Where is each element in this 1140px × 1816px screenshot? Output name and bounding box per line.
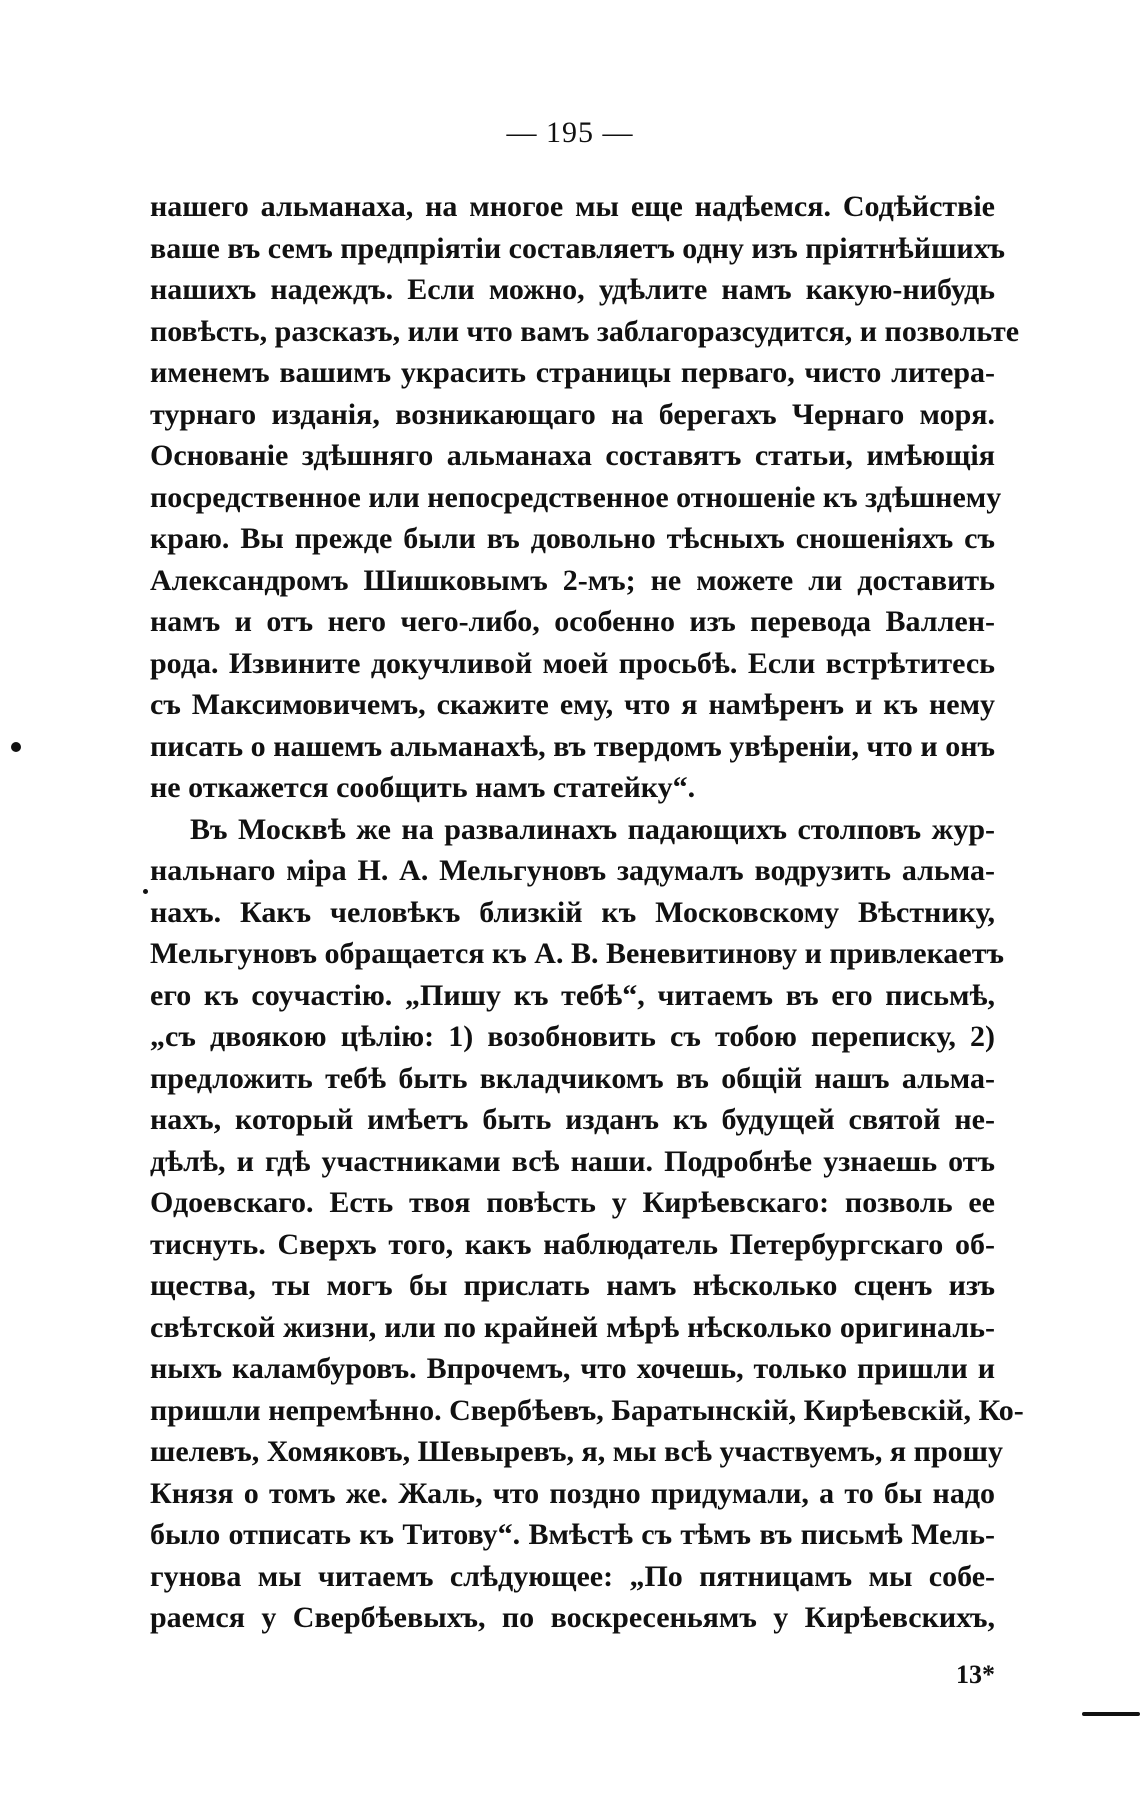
- body-text: [150, 186, 1024, 1639]
- text-line: гунова мы читаемъ слѣдующее: „По пятницамъ мы собе-: [150, 1559, 995, 1593]
- text-line: нашего альманаха, на многое мы еще надѣемся. Содѣйствіе: [150, 190, 995, 223]
- text-line: Одоевскаго. Есть твоя повѣсть у Кирѣевскаго: позволь ее: [150, 1186, 995, 1219]
- paragraph-start-line: Въ Москвѣ же на развалинахъ падающихъ столповъ жур-: [190, 812, 995, 846]
- page-number: — 195 —: [506, 116, 634, 149]
- text-line: нальнаго міра Н. А. Мельгуновъ задумалъ водрузить альма-: [150, 854, 995, 887]
- text-line: щества, ты могъ бы прислать намъ нѣсколько сценъ изъ: [150, 1269, 995, 1302]
- text-line: нахъ, который имѣетъ быть изданъ къ будущей святой не-: [150, 1103, 995, 1136]
- text-line: нахъ. Какъ человѣкъ близкій къ Московскому Вѣстнику,: [150, 895, 995, 929]
- text-line: раемся у Свербѣевыхъ, по воскресеньямъ у Кирѣевскихъ,: [150, 1601, 995, 1634]
- text-line: „съ двоякою цѣлію: 1) возобновить съ тобою переписку, 2): [150, 1020, 995, 1053]
- text-line: нашихъ надеждъ. Если можно, удѣлите намъ какую-нибудь: [150, 273, 995, 306]
- text-line: писать о нашемъ альманахѣ, въ твердомъ увѣреніи, что и онъ: [150, 729, 995, 763]
- text-line: рода. Извините докучливой моей просьбѣ. Если встрѣтитесь: [150, 646, 995, 680]
- text-line: Основаніе здѣшняго альманаха составятъ статьи, имѣющія: [150, 439, 995, 472]
- text-line: ныхъ каламбуровъ. Впрочемъ, что хочешь, только пришли и: [150, 1352, 995, 1385]
- text-line: его къ соучастію. „Пишу къ тебѣ“, читаемъ въ его письмѣ,: [150, 978, 995, 1012]
- text-line: съ Максимовичемъ, скажите ему, что я намѣренъ и къ нему: [150, 688, 995, 721]
- text-line: пришли непремѣнно. Свербѣевъ, Баратынскій, Кирѣевскій, Ко-: [150, 1393, 1024, 1427]
- text-line: дѣлѣ, и гдѣ участниками всѣ наши. Подробнѣе узнаешь отъ: [150, 1144, 995, 1178]
- signature-mark: 13*: [956, 1660, 995, 1689]
- margin-dot-mark-small: [143, 889, 148, 894]
- text-line: ваше въ семъ предпріятіи составляетъ одну изъ пріятнѣйшихъ: [150, 231, 1006, 265]
- text-line: не откажется сообщить намъ статейку“.: [150, 771, 696, 804]
- text-line: Князя о томъ же. Жаль, что поздно придумали, а то бы надо: [150, 1476, 995, 1510]
- text-line: Мельгуновъ обращается къ А. В. Веневитинову и привлекаетъ: [150, 937, 1004, 970]
- text-line: Александромъ Шишковымъ 2-мъ; не можете ли доставить: [150, 563, 995, 597]
- text-line: краю. Вы прежде были въ довольно тѣсныхъ сношеніяхъ съ: [150, 522, 995, 555]
- text-line: турнаго изданія, возникающаго на берегахъ Чернаго моря.: [150, 397, 995, 431]
- margin-dot-mark: [11, 742, 21, 752]
- text-line: повѣсть, разсказъ, или что вамъ заблагоразсудится, и позвольте: [150, 314, 1020, 348]
- text-line: предложить тебѣ быть вкладчикомъ въ общій нашъ альма-: [150, 1061, 995, 1095]
- text-line: было отписать къ Титову“. Вмѣстѣ съ тѣмъ въ письмѣ Мель-: [150, 1518, 995, 1551]
- text-line: свѣтской жизни, или по крайней мѣрѣ нѣсколько оригиналь-: [150, 1310, 995, 1344]
- page-edge-mark: [1082, 1712, 1140, 1716]
- text-line: именемъ вашимъ украсить страницы перваго, чисто литера-: [150, 356, 995, 389]
- text-line: намъ и отъ него чего-либо, особенно изъ перевода Валлен-: [150, 605, 995, 638]
- text-line: шелевъ, Хомяковъ, Шевыревъ, я, мы всѣ участвуемъ, я прошу: [150, 1435, 1003, 1468]
- text-line: тиснуть. Сверхъ того, какъ наблюдатель Петербургскаго об-: [150, 1227, 995, 1261]
- text-line: посредственное или непосредственное отношеніе къ здѣшнему: [150, 480, 1002, 514]
